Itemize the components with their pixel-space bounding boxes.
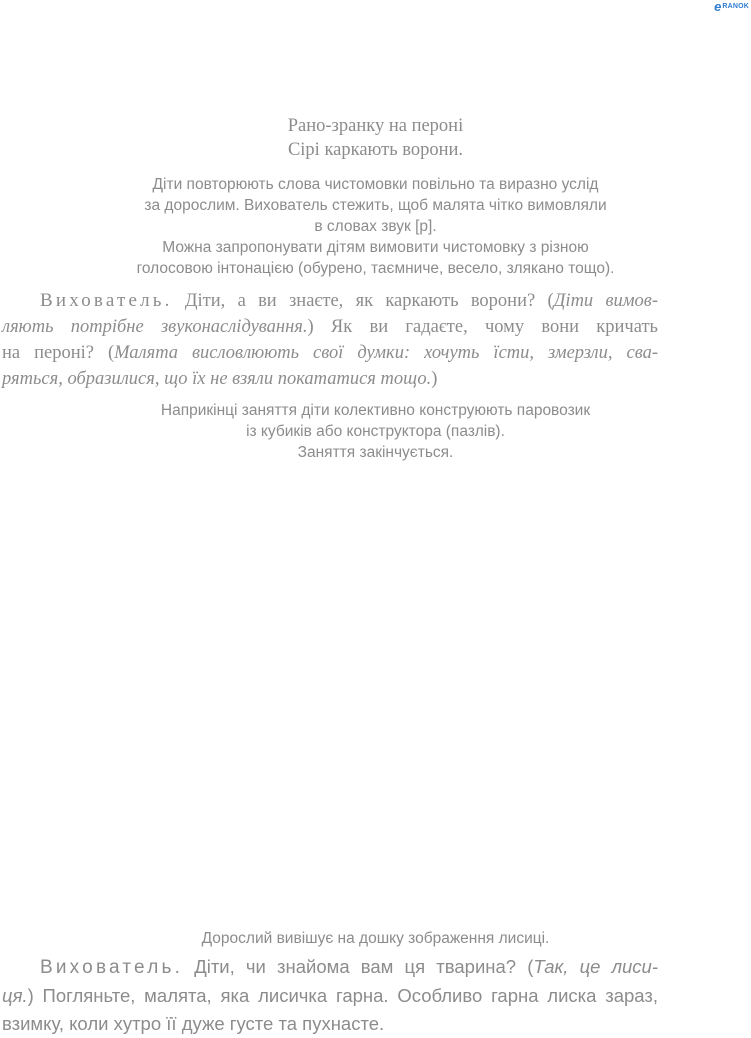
note-line: із кубиків або конструктора (пазлів). [246,423,505,440]
poem [0,114,751,162]
note-line: Дорослий вивішує на дошку зображення лисиці. [201,930,550,947]
instruction-note [0,400,751,463]
poem-line: Сірі каркають ворони. [287,140,464,160]
note-line: Діти повторюють слова чистомовки повільно та виразно услід [152,176,599,193]
paragraph-line: ляють потрібне звуконаслідування.) Як ви гадаєте, чому вони кричать [2,317,658,337]
note-line: Заняття закінчується. [297,444,454,461]
paragraph-line: Вихователь. Діти, а ви знаєте, як каркають ворони? (Діти вимов- [40,290,658,311]
paragraph-line: Вихователь. Діти, чи знайома вам ця тварина? (Так, це лиси- [40,956,658,978]
paragraph-line: взимку, коли хутро її дуже густе та пухнасте. [2,1013,385,1034]
note-line: за дорослим. Вихователь стежить, щоб малята чітко вимовляли [144,197,607,214]
note-line: в словах звук [р]. [314,218,437,235]
stage-direction: Малята висловлюють свої думки: хочуть їсти, змерзли, сва- [114,343,659,363]
paragraph-line: ця.) Погляньте, малята, яка лисичка гарна. Особливо гарна лиска зараз, [2,985,658,1006]
stage-direction: ляють потрібне звуконаслідування. [2,317,308,337]
note-line: голосовою інтонацією (обурено, таємниче, весело, злякано тощо). [136,260,615,277]
logo-mark: e [714,0,722,14]
dialogue-paragraph [2,953,658,1038]
instruction-note [0,928,751,949]
stage-direction: ряться, образилися, що їх не взяли покататися тощо. [2,369,432,389]
logo-text: RANOK [722,3,749,10]
paragraph-line: ряться, образилися, що їх не взяли покататися тощо.) [2,369,438,389]
note-line: Наприкінці заняття діти колективно конструюють паровозик [160,402,591,419]
speaker-label: Вихователь. [40,290,173,311]
note-line: Можна запропонувати дітям вимовити чистомовку з різною [162,239,589,256]
speaker-label: Вихователь. [40,957,184,978]
stage-direction: Так, це лиси- [533,956,658,977]
dialogue-paragraph [2,288,658,392]
instruction-note [0,174,751,279]
poem-line: Рано-зранку на пероні [287,116,464,136]
publisher-logo [714,0,749,14]
stage-direction: Діти вимов- [553,291,658,311]
stage-direction: ця. [2,985,28,1006]
paragraph-line: на пероні? (Малята висловлюють свої думки: хочуть їсти, змерзли, сва- [2,343,659,363]
